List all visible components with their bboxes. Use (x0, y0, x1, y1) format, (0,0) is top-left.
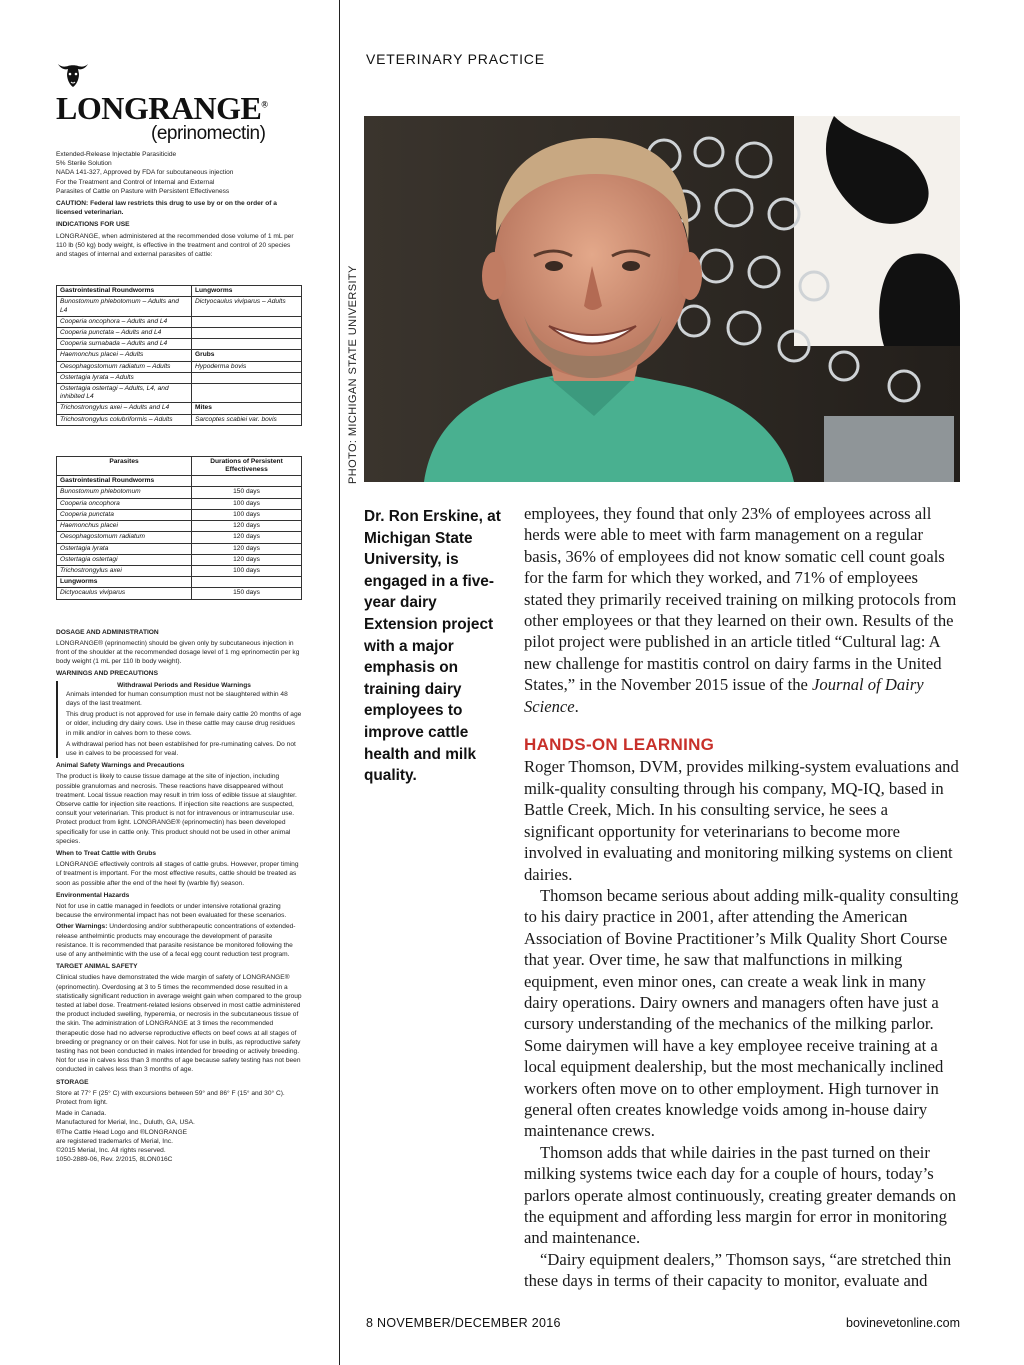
table-row (57, 414, 302, 425)
table-row (57, 384, 302, 403)
journal-title: Journal of Dairy Science (524, 675, 924, 716)
parasite-cell: Lungworms (57, 577, 192, 588)
withdrawal-heading: Withdrawal Periods and Residue Warnings (117, 681, 251, 689)
table-row (57, 487, 302, 498)
table-header-cell: Durations of Persistent Effectiveness (192, 456, 302, 475)
caution-text: CAUTION: Federal law restricts this drug to use by or on the order of a licensed veterinarian. (56, 200, 277, 217)
parasite-cell: Bunostomum phlebotomum (57, 487, 192, 498)
section-label: VETERINARY PRACTICE (366, 51, 545, 67)
duration-cell: 120 days (192, 543, 302, 554)
table-cell: Sarcoptes scabiei var. bovis (192, 414, 302, 425)
product-label (56, 60, 302, 1164)
table-row (57, 554, 302, 565)
paragraph: Thomson adds that while dairies in the past turned on their milking systems twice each day for a couple of hours, today’s parlors operate almost continuously, creating greater demands on the equipment and affording less margin for error in monitoring and maintenance. (524, 1142, 957, 1248)
table-header-row (57, 456, 302, 475)
indications-text: LONGRANGE, when administered at the recommended dose volume of 1 mL per 110 lb (50 kg) body weight, is effective in the treatment and control of 20 species and stages of internal and external parasites of cattle: (56, 232, 294, 259)
intro-line: Parasites of Cattle on Pasture with Persistent Effectiveness (56, 187, 230, 195)
target-safety-heading: TARGET ANIMAL SAFETY (56, 963, 138, 971)
paragraph: Roger Thomson, DVM, provides milking-system evaluations and milk-quality consulting through his company, MQ-IQ, based in Battle Creek, Mich. In his consulting service, he sees a significant opportunity for veterinarians to become more involved in evaluating and monitoring milking systems on client dairies. (524, 757, 959, 884)
table-row (57, 339, 302, 350)
withdrawal-text: A withdrawal period has not been established for pre-ruminating calves. Do not use in calves to be processed for veal. (66, 740, 296, 757)
duration-cell: 120 days (192, 521, 302, 532)
duration-cell: 100 days (192, 498, 302, 509)
duration-cell: 100 days (192, 565, 302, 576)
duration-cell: 120 days (192, 532, 302, 543)
parasite-cell: Cooperia punctata (57, 509, 192, 520)
table-cell (192, 339, 302, 350)
table-row (57, 565, 302, 576)
generic-name: (eprinomectin) (151, 123, 266, 144)
intro-line: NADA 141-327, Approved by FDA for subcutaneous injection (56, 169, 234, 177)
grubs-text: LONGRANGE effectively controls all stages of cattle grubs. However, proper timing of treatment is important. For the most effective results, cattle should be treated as soon as possible after the end of the heel fly (warble fly) season. (56, 861, 299, 887)
table-cell: Dictyocaulus viviparus – Adults (192, 297, 302, 316)
parasite-cell: Haemonchus placei (57, 521, 192, 532)
withdrawal-box (56, 681, 302, 759)
dosage-text: LONGRANGE® (eprinomectin) should be given only by subcutaneous injection in front of the shoulder at the recommended dosage level of 1 mg eprinomectin per kg body weight (1 mL per 110 lb body weight). (56, 639, 300, 666)
withdrawal-text: This drug product is not approved for use in female dairy cattle 20 months of age or older, including dry dairy cows. Use in these cattle may cause drug residues in milk and/or in calves born to these cows. (66, 711, 302, 737)
brand-name: LONGRANGE® (56, 90, 268, 126)
closing-line: are registered trademarks of Merial, Inc. (56, 1137, 173, 1145)
parasite-cell: Ostertagia lyrata (57, 543, 192, 554)
animal-safety-heading: Animal Safety Warnings and Precautions (56, 762, 185, 770)
portrait-photo (364, 116, 960, 482)
storage-heading: STORAGE (56, 1078, 89, 1086)
environment-heading: Environmental Hazards (56, 891, 130, 899)
environment-text: Not for use in cattle managed in feedlots or under intensive rotational grazing because the environmental impact has not been evaluated for these scenarios. (56, 903, 287, 920)
parasite-cell: Dictyocaulus viviparus (57, 588, 192, 599)
target-safety-text: Clinical studies have demonstrated the wide margin of safety of LONGRANGE® (eprinomectin). Overdosing at 3 to 5 times the recommended dose resulted in a statistically significant reduction in average weight gain when compared to the group tested at label dose. Treatment-related lesions observed in most cattle administered the product included swelling, hyperemia, or necrosis in the subcutaneous tissue of the skin. The administration of LONGRANGE at 3 times the recommended therapeutic dose had no adverse reproductive effects on beef cows at all stages of breeding or pregnancy or on their calves. Not for use in bulls, as reproductive safety testing has not been conducted in males intended for breeding or actively breeding. Not for use in calves less than 3 months of age because safety testing has not been conducted in calves less than 3 months of age. (56, 974, 302, 1074)
table-header-cell: Parasites (57, 456, 192, 475)
folio-issue: 8 NOVEMBER/DECEMBER 2016 (366, 1316, 561, 1330)
table-row (57, 372, 302, 383)
indications-heading: INDICATIONS FOR USE (56, 221, 130, 229)
advertisement-column (0, 0, 340, 1365)
table-cell (192, 328, 302, 339)
table-cell: Haemonchus placei – Adults (57, 350, 192, 361)
closing-line: ®The Cattle Head Logo and ®LONGRANGE (56, 1128, 188, 1136)
table-cell: Trichostrongylus axei – Adults and L4 (57, 403, 192, 414)
table-cell: Ostertagia lyrata – Adults (57, 372, 192, 383)
closing-line: Manufactured for Merial, Inc., Duluth, GA, USA. (56, 1119, 195, 1127)
animal-safety-text: The product is likely to cause tissue damage at the site of injection, including possible granulomas and necrosis. These reactions have disappeared without treatment. Local tissue reaction may result in trim loss of edible tissue at slaughter. Observe cattle for injection site reactions. If injection site reactions are suspected, consult your veterinarian. This product is not for intravenous or intramuscular use. Protect product from light. LONGRANGE® (eprinomectin) has been developed specifically for use in cattle only. This product should not be used in other animal species. (56, 773, 297, 845)
parasite-cell: Trichostrongylus axei (57, 565, 192, 576)
table-cell: Grubs (192, 350, 302, 361)
table-cell: Gastrointestinal Roundworms (57, 286, 192, 297)
label-intro (56, 150, 302, 259)
table-row (57, 476, 302, 487)
label-warnings (56, 628, 302, 1165)
intro-line: 5% Sterile Solution (56, 160, 112, 168)
photo-credit: PHOTO: MICHIGAN STATE UNIVERSITY (347, 265, 359, 484)
storage-text: Store at 77° F (25° C) with excursions between 59° and 86° F (15° and 30° C). Protect from light. (56, 1089, 285, 1107)
paragraph: Thomson became serious about adding milk-quality consulting to his dairy practice in 2001, after attending the American Association of Bovine Practitioner’s Milk Quality Short Course that year. Over time, he saw that malfunctions in milking equipment, even minor ones, can create a weak link in many dairy operations. Dairy owners and managers often have just a cursory understanding of the mechanics of the milking parlor. Some dairymen will have a key employee receive training at a local equipment dealership, but the most mechanically inclined workers often move on to other employment. High turnover in general often creates knowledge voids among in-house dairy maintenance crews. (524, 885, 959, 1141)
duration-cell (192, 476, 302, 487)
table-cell: Cooperia oncophora – Adults and L4 (57, 316, 192, 327)
table-cell: Cooperia surnabada – Adults and L4 (57, 339, 192, 350)
duration-cell: 120 days (192, 554, 302, 565)
photo-illustration (364, 116, 960, 482)
grubs-heading: When to Treat Cattle with Grubs (56, 849, 157, 857)
table-row (57, 521, 302, 532)
parasite-species-table (56, 285, 302, 426)
table-cell: Trichostrongylus colubriformis – Adults (57, 414, 192, 425)
table-row (57, 403, 302, 414)
table-row (57, 328, 302, 339)
duration-cell: 150 days (192, 588, 302, 599)
parasite-cell: Ostertagia ostertagi (57, 554, 192, 565)
duration-cell: 100 days (192, 509, 302, 520)
table-cell: Bunostomum phlebotomum – Adults and L4 (57, 297, 192, 316)
warnings-heading: WARNINGS AND PRECAUTIONS (56, 670, 158, 678)
table-row (57, 532, 302, 543)
withdrawal-text: Animals intended for human consumption must not be slaughtered within 48 days of the last treatment. (66, 690, 288, 707)
table-cell: Oesophagostomum radiatum – Adults (57, 361, 192, 372)
closing-line: ©2015 Merial, Inc. All rights reserved. (56, 1147, 166, 1155)
table-row (57, 350, 302, 361)
table-row (57, 498, 302, 509)
intro-line: Extended-Release Injectable Parasiticide (56, 151, 177, 158)
article-body (524, 503, 960, 1292)
table-row (57, 286, 302, 297)
website-url: bovinevetonline.com (846, 1316, 960, 1330)
table-row (57, 361, 302, 372)
parasite-cell: Gastrointestinal Roundworms (57, 476, 192, 487)
longrange-logo (56, 60, 302, 150)
table-cell: Cooperia punctata – Adults and L4 (57, 328, 192, 339)
table-row (57, 297, 302, 316)
closing-line: 1050-2889-06, Rev. 2/2015, 8LON016C (56, 1156, 173, 1164)
table-cell: Hypoderma bovis (192, 361, 302, 372)
table-row (57, 543, 302, 554)
duration-cell (192, 577, 302, 588)
dosage-heading: DOSAGE AND ADMINISTRATION (56, 628, 159, 636)
photo-caption: Dr. Ron Erskine, at Michigan State University, is engaged in a five-year dairy Extension project with a major emphasis on training dairy employees to improve cattle health and milk quality. (364, 508, 501, 785)
table-row (57, 509, 302, 520)
paragraph: employees, they found that only 23% of employees across all herds were able to meet with farm management on a regular basis, 36% of employees did not know somatic cell count goals for the farm for which they worked, and 71% of employees stated they primarily received training on milking protocols from other employees or that they learned on their own. Results of the pilot project were published in an article titled “Cultural lag: A new challenge for mastitis control on dairy farms in the United States,” in the November 2015 issue of the Journal of Dairy Science. (524, 504, 957, 716)
intro-line: For the Treatment and Control of Internal and External (56, 178, 215, 186)
table-row (57, 577, 302, 588)
table-cell (192, 316, 302, 327)
table-cell: Ostertagia ostertagi – Adults, L4, and inhibited L4 (57, 384, 192, 403)
paragraph: “Dairy equipment dealers,” Thomson says, “are stretched thin these days in terms of their capacity to monitor, evaluate and (524, 1249, 952, 1291)
table-row (57, 316, 302, 327)
table-cell (192, 384, 302, 403)
table-cell: Mites (192, 403, 302, 414)
parasite-cell: Cooperia oncophora (57, 498, 192, 509)
closing-line: Made in Canada. (56, 1110, 107, 1118)
parasite-cell: Oesophagostomum radiatum (57, 532, 192, 543)
cattle-head-icon (56, 60, 90, 90)
other-warnings: Other Warnings: Underdosing and/or subtherapeutic concentrations of extended-release anthelmintic products may encourage the development of parasite resistance. It is recommended that parasite resistance be monitored following the use of any anthelmintic with the use of a fecal egg count reduction test program. (56, 923, 296, 959)
persistent-effectiveness-table (56, 456, 302, 600)
section-heading: HANDS-ON LEARNING (524, 735, 715, 755)
table-row (57, 588, 302, 599)
table-cell: Lungworms (192, 286, 302, 297)
table-cell (192, 372, 302, 383)
duration-cell: 150 days (192, 487, 302, 498)
